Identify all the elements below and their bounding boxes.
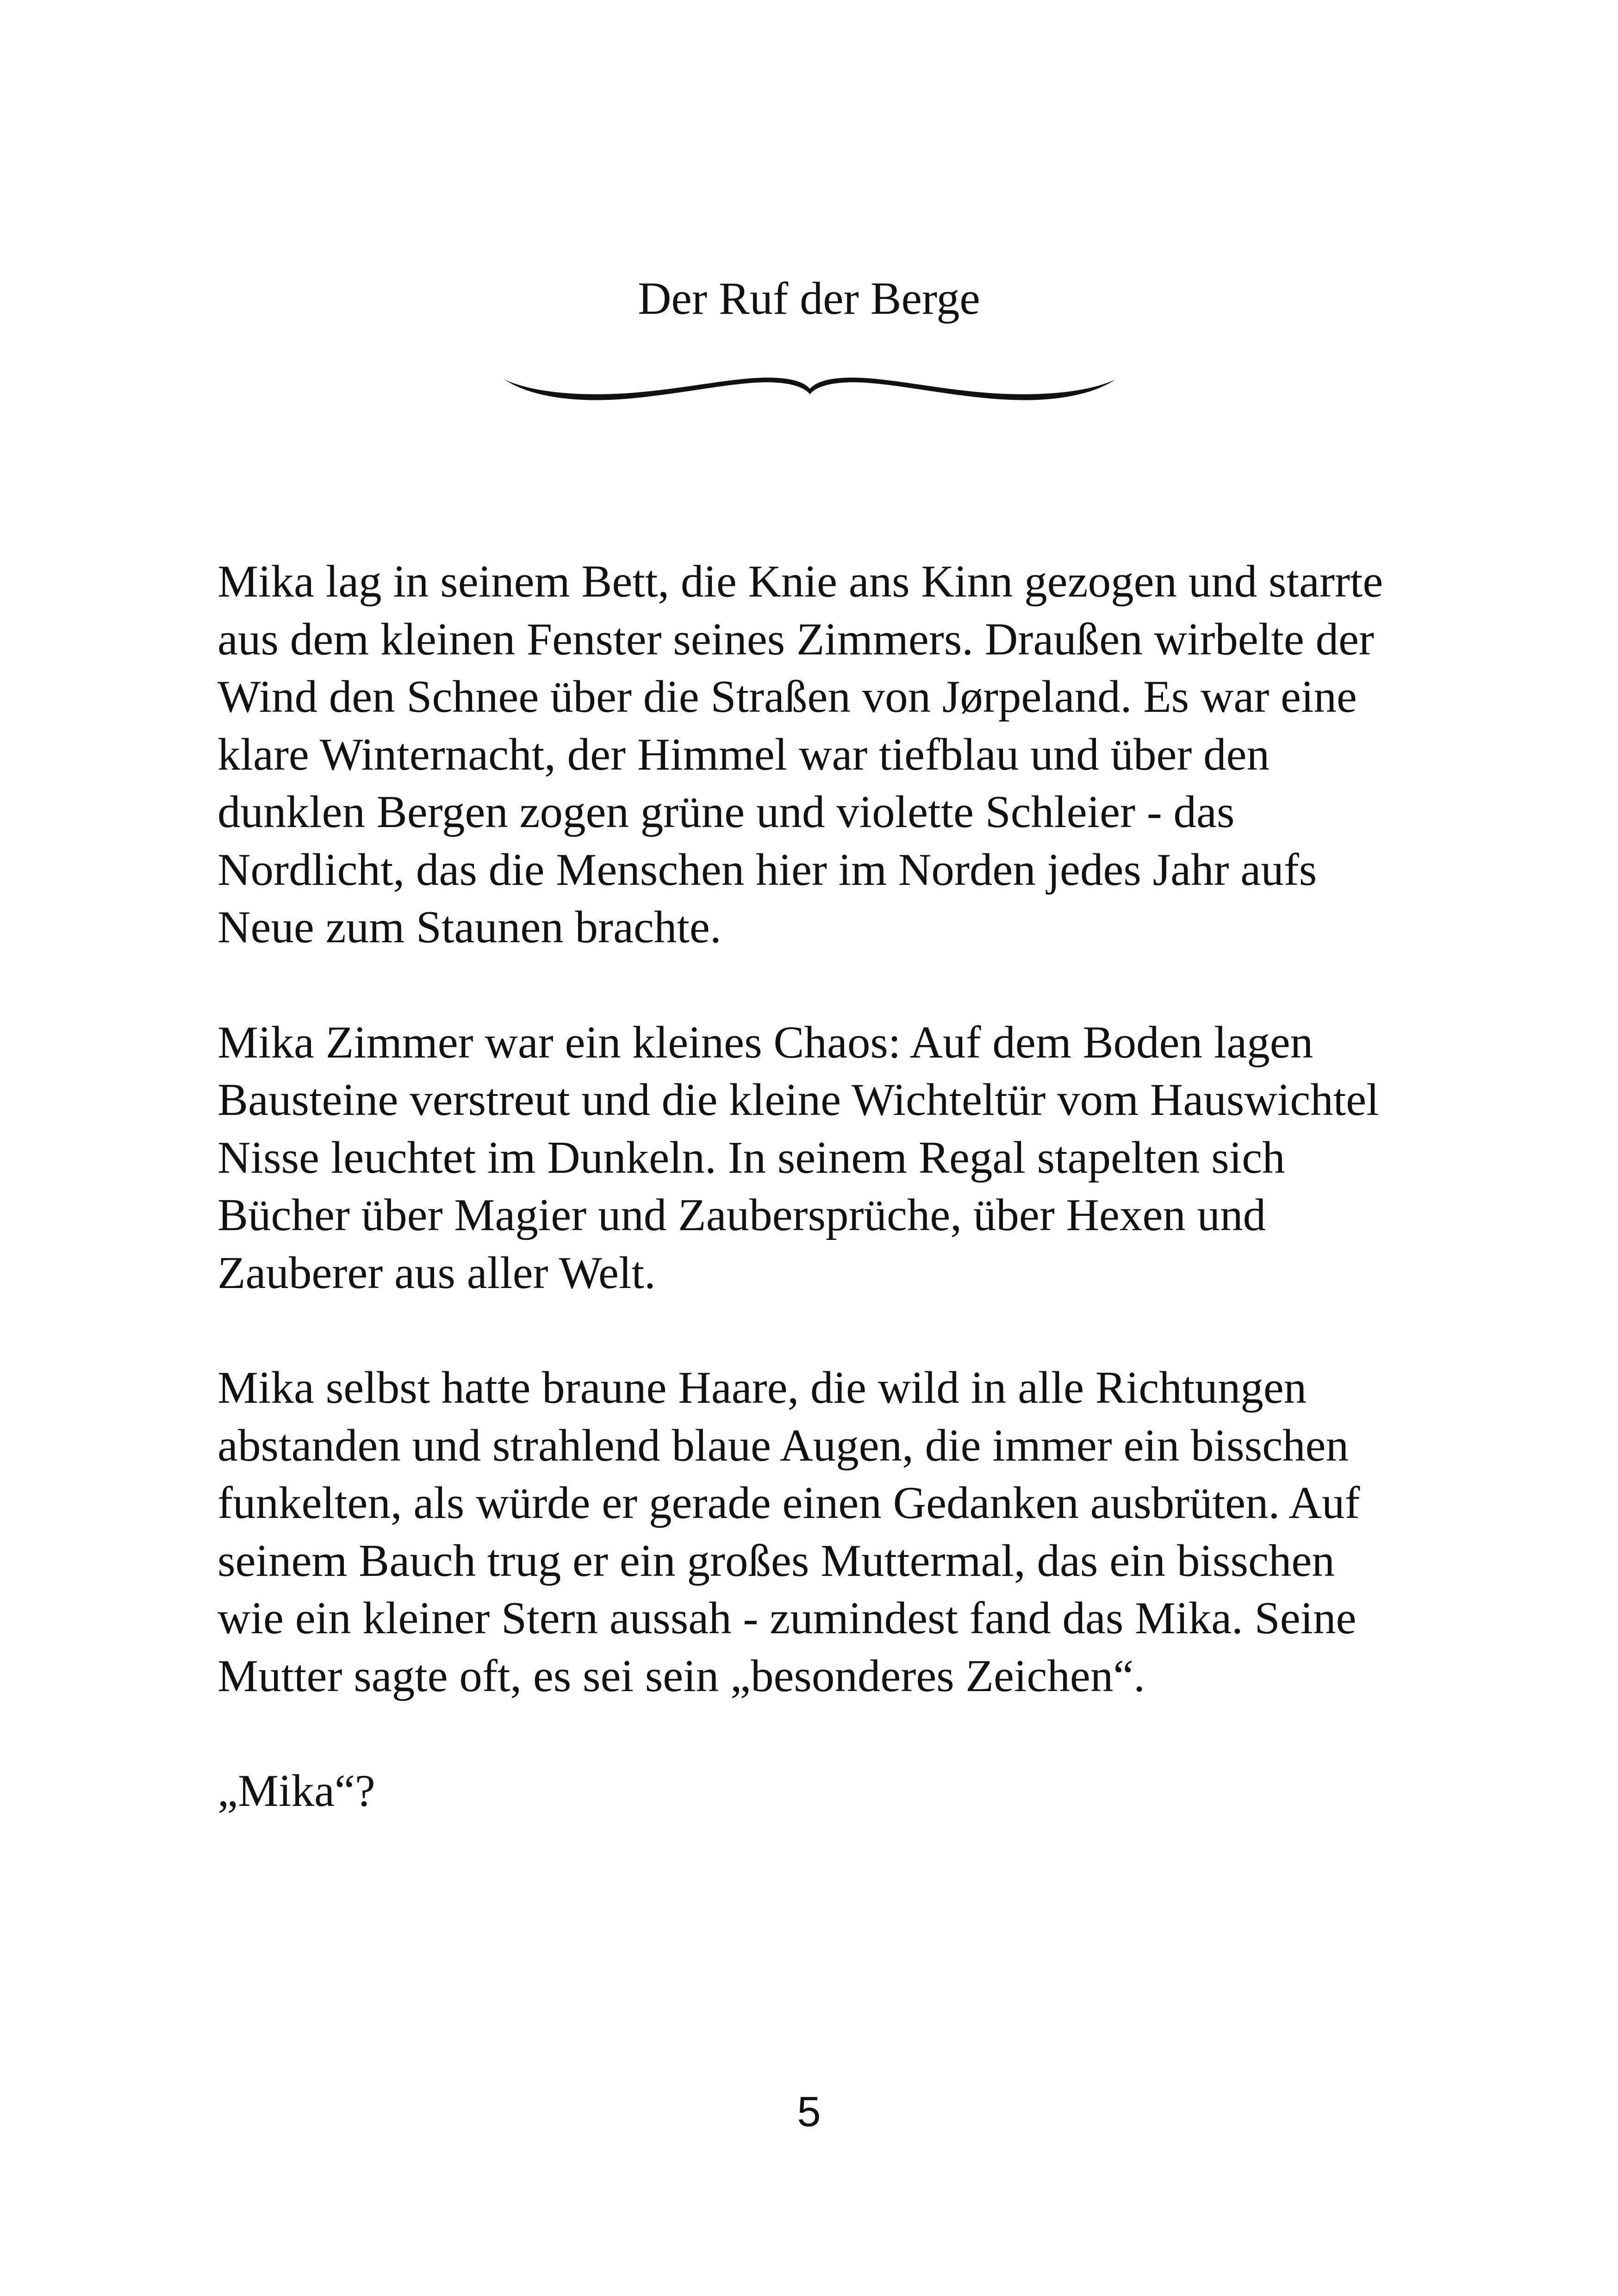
text-line: Nordlicht, das die Menschen hier im Norden jedes Jahr aufs	[218, 844, 1317, 895]
story-text	[218, 553, 1430, 1878]
paragraph-1	[218, 553, 1430, 957]
text-line: Nisse leuchtet im Dunkeln. In seinem Regal stapelten sich	[218, 1132, 1285, 1183]
text-line: seinem Bauch trug er ein großes Muttermal, das ein bisschen	[218, 1535, 1335, 1586]
page-number: 5	[797, 2088, 821, 2135]
text-line: Mika Zimmer war ein kleines Chaos: Auf dem Boden lagen	[218, 1017, 1313, 1068]
text-line: „Mika“?	[218, 1766, 375, 1816]
text-line: Wind den Schnee über die Straßen von Jørpeland. Es war eine	[218, 672, 1357, 722]
text-line: Neue zum Staunen brachte.	[218, 902, 722, 952]
swash-divider-icon	[504, 370, 1115, 412]
text-line: funkelten, als würde er gerade einen Gedanken ausbrüten. Auf	[218, 1478, 1360, 1528]
paragraph-3	[218, 1359, 1430, 1705]
text-line: wie ein kleiner Stern aussah - zumindest fand das Mika. Seine	[218, 1593, 1357, 1643]
text-line: Bausteine verstreut und die kleine Wichteltür vom Hauswichtel	[218, 1075, 1379, 1125]
text-line: abstanden und strahlend blaue Augen, die immer ein bisschen	[218, 1420, 1349, 1471]
text-line: Mika lag in seinem Bett, die Knie ans Kinn gezogen und starrte	[218, 556, 1383, 607]
text-line: Mutter sagte oft, es sei sein „besonderes Zeichen“.	[218, 1650, 1145, 1701]
text-line: Zauberer aus aller Welt.	[218, 1247, 656, 1298]
paragraph-2	[218, 1014, 1430, 1302]
text-line: dunklen Bergen zogen grüne und violette Schleier - das	[218, 787, 1235, 837]
chapter-title: Der Ruf der Berge	[638, 273, 980, 324]
paragraph-4	[218, 1762, 1430, 1820]
text-line: Mika selbst hatte braune Haare, die wild in alle Richtungen	[218, 1363, 1307, 1413]
text-line: aus dem kleinen Fenster seines Zimmers. Draußen wirbelte der	[218, 614, 1374, 665]
text-line: Bücher über Magier und Zaubersprüche, über Hexen und	[218, 1190, 1266, 1240]
text-line: klare Winternacht, der Himmel war tiefblau und über den	[218, 729, 1270, 780]
